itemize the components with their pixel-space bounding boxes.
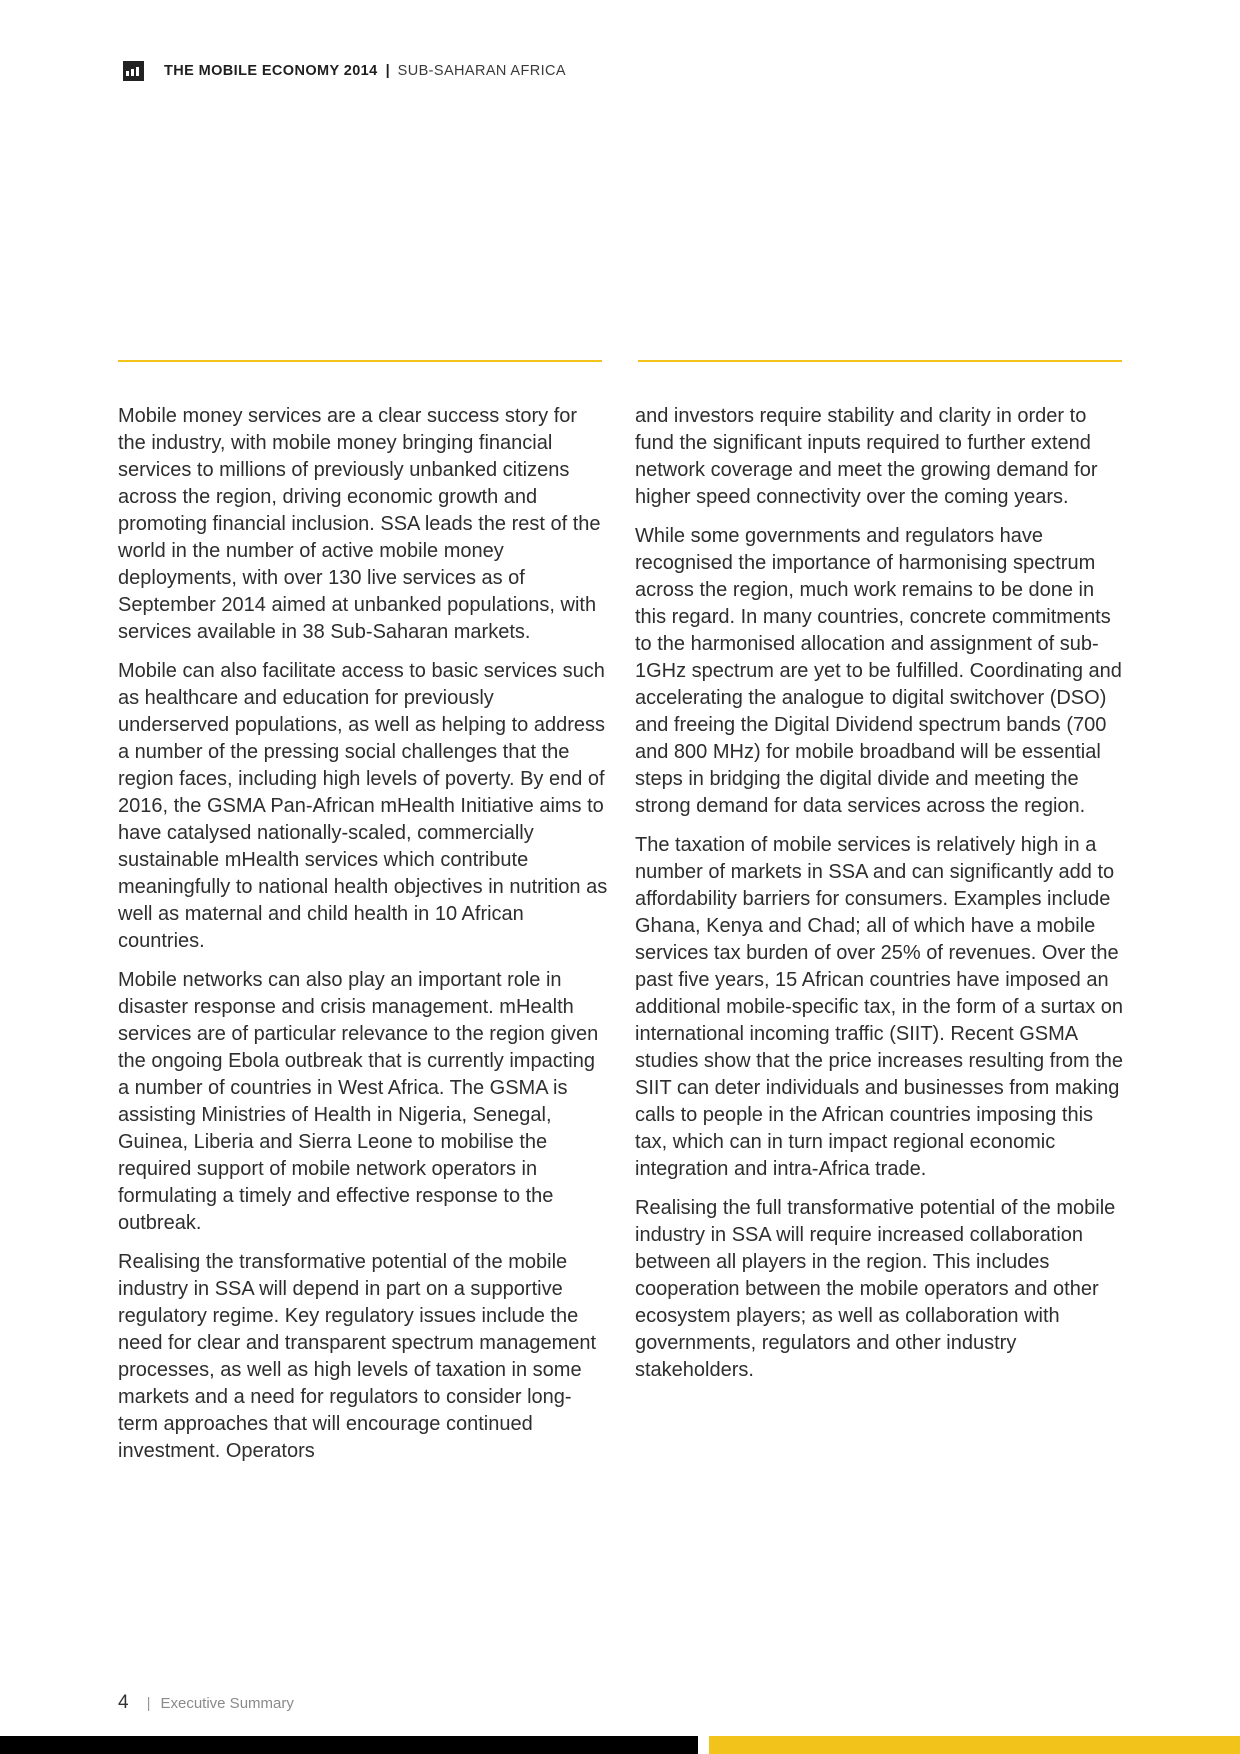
report-region: SUB-SAHARAN AFRICA: [397, 63, 566, 79]
footer-yellow-bar: [709, 1736, 1240, 1754]
report-title: THE MOBILE ECONOMY 2014: [164, 63, 378, 79]
left-text-column: [118, 403, 608, 1477]
footer-separator: |: [146, 1694, 151, 1712]
left-divider-rule: [118, 360, 602, 362]
paragraph: While some governments and regulators have recognised the importance of harmonising spectrum across the region, much work remains to be done in this regard. In many countries, concrete commitments to the harmonised allocation and assignment of sub-1GHz spectrum are yet to be fulfilled. Coordinating and accelerating the analogue to digital switchover (DSO) and freeing the Digital Dividend spectrum bands (700 and 800 MHz) for mobile broadband will be essential steps in bridging the digital divide and meeting the strong demand for data services across the region.: [635, 525, 1122, 817]
page-footer: [118, 1692, 294, 1714]
paragraph: Mobile can also facilitate access to basic services such as healthcare and education for previously underserved populations, as well as helping to address a number of the pressing social challenges that the region faces, including high levels of poverty. By end of 2016, the GSMA Pan-African mHealth Initiative aims to have catalysed nationally-scaled, commercially sustainable mHealth services which contribute meaningfully to national health objectives in nutrition as well as maternal and child health in 10 African countries.: [118, 660, 608, 952]
section-name: Executive Summary: [160, 1694, 294, 1712]
paragraph: The taxation of mobile services is relatively high in a number of markets in SSA and can significantly add to affordability barriers for consumers. Examples include Ghana, Kenya and Chad; all of which have a mobile services tax burden of over 25% of revenues. Over the past five years, 15 African countries have imposed an additional mobile-specific tax, in the form of a surtax on international incoming traffic (SIIT). Recent GSMA studies show that the price increases resulting from the SIIT can deter individuals and businesses from making calls to people in the African countries imposing this tax, which can in turn impact regional economic integration and intra-Africa trade.: [635, 834, 1124, 1180]
paragraph: and investors require stability and clarity in order to fund the significant inputs required to further extend network coverage and meet the growing demand for higher speed connectivity over the coming years.: [635, 405, 1098, 508]
right-divider-rule: [638, 360, 1122, 362]
header-separator: |: [385, 63, 390, 79]
footer-black-bar: [0, 1736, 698, 1754]
paragraph: Mobile networks can also play an important role in disaster response and crisis management. mHealth services are of particular relevance to the region given the ongoing Ebola outbreak that is currently impacting a number of countries in West Africa. The GSMA is assisting Ministries of Health in Nigeria, Senegal, Guinea, Liberia and Sierra Leone to mobilise the required support of mobile network operators in formulating a timely and effective response to the outbreak.: [118, 969, 599, 1234]
page-number: 4: [118, 1692, 129, 1713]
paragraph: Mobile money services are a clear success story for the industry, with mobile money bringing financial services to millions of previously unbanked citizens across the region, driving economic growth and promoting financial inclusion. SSA leads the rest of the world in the number of active mobile money deployments, with over 130 live services as of September 2014 aimed at unbanked populations, with services available in 38 Sub-Saharan markets.: [118, 405, 601, 643]
paragraph: Realising the full transformative potential of the mobile industry in SSA will require increased collaboration between all players in the region. This includes cooperation between the mobile operators and other ecosystem players; as well as collaboration with governments, regulators and other industry stakeholders.: [635, 1197, 1116, 1381]
paragraph: Realising the transformative potential of the mobile industry in SSA will depend in part on a supportive regulatory regime. Key regulatory issues include the need for clear and transparent spectrum management processes, as well as high levels of taxation in some markets and a need for regulators to consider long-term approaches that will encourage continued investment. Operators: [118, 1251, 597, 1462]
page-header: [123, 60, 566, 82]
building-logo-icon: [123, 61, 144, 81]
right-text-column: [635, 403, 1125, 1396]
